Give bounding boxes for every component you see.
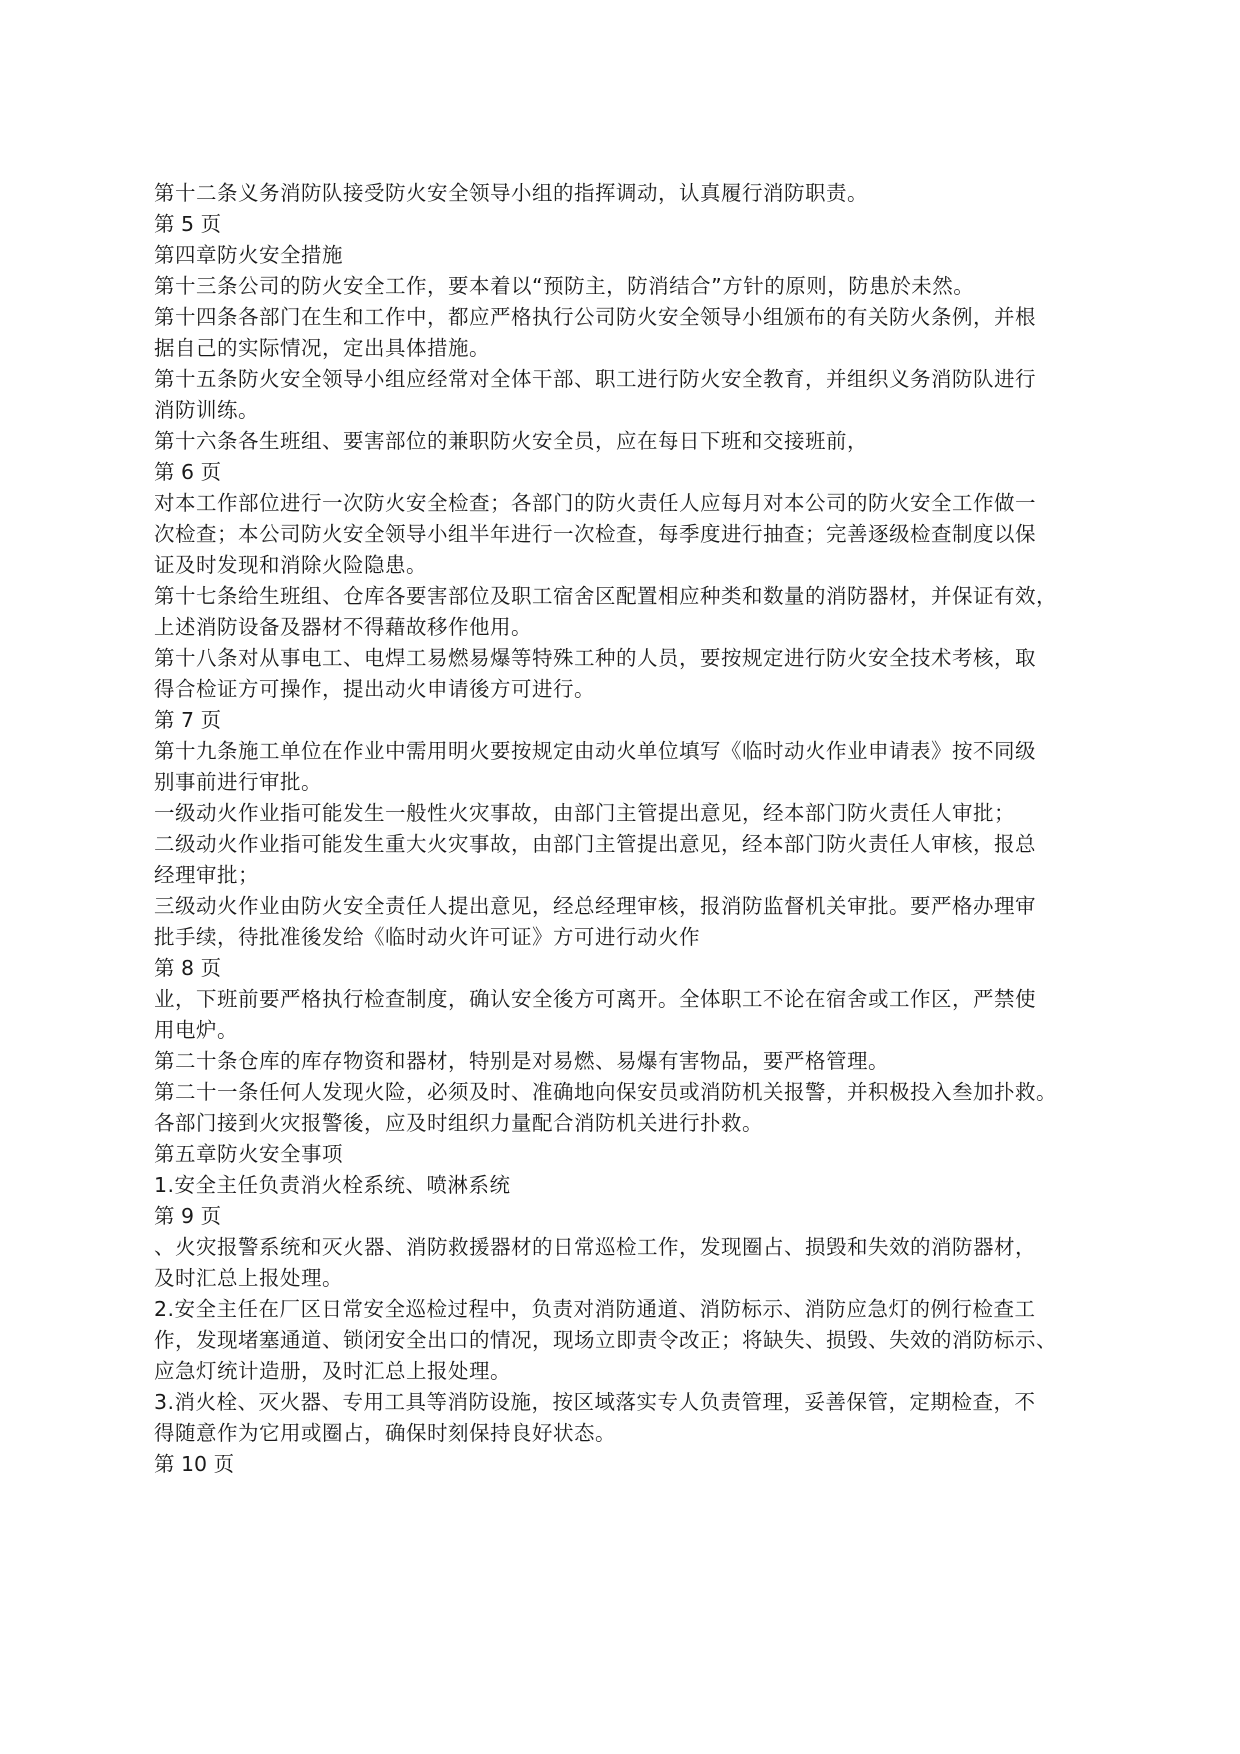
text-line: 经理审批；: [154, 863, 259, 887]
text-line: 批手续，待批准後发给《临时动火许可证》方可进行动火作: [154, 925, 700, 949]
text-line: 2.安全主任在厂区日常安全巡检过程中，负责对消防通道、消防标示、消防应急灯的例行检查工: [154, 1297, 1036, 1321]
text-line: 3.消火栓、灭火器、专用工具等消防设施，按区域落实专人负责管理，妥善保管，定期检查，不: [154, 1390, 1036, 1414]
chapter-heading: 第四章防火安全措施: [154, 243, 343, 267]
text-line: 业，下班前要严格执行检查制度，确认安全後方可离开。全体职工不论在宿舍或工作区，严禁使: [154, 987, 1036, 1011]
text-line: 第十二条义务消防队接受防火安全领导小组的指挥调动，认真履行消防职责。: [154, 181, 868, 205]
text-line: 证及时发现和消除火险隐患。: [154, 553, 427, 577]
text-line: 别事前进行审批。: [154, 770, 322, 794]
page-number: 第 9 页: [154, 1204, 222, 1228]
page-number: 第 8 页: [154, 956, 222, 980]
text-line: 1.安全主任负责消火栓系统、喷淋系统: [154, 1173, 511, 1197]
text-line: 第十四条各部门在生和工作中，都应严格执行公司防火安全领导小组颁布的有关防火条例，并根: [154, 305, 1036, 329]
document-body: [154, 178, 1094, 1480]
text-line: 次检查；本公司防火安全领导小组半年进行一次检查，每季度进行抽查；完善逐级检查制度以保: [154, 522, 1036, 546]
page-number: 第 10 页: [154, 1452, 235, 1476]
text-line: 对本工作部位进行一次防火安全检查；各部门的防火责任人应每月对本公司的防火安全工作做一: [154, 491, 1036, 515]
text-line: 第十八条对从事电工、电焊工易燃易爆等特殊工种的人员，要按规定进行防火安全技术考核，取: [154, 646, 1036, 670]
text-line: 得随意作为它用或圈占，确保时刻保持良好状态。: [154, 1421, 616, 1445]
text-line: 第十九条施工单位在作业中需用明火要按规定由动火单位填写《临时动火作业申请表》按不同级: [154, 739, 1036, 763]
text-line: 第十六条各生班组、要害部位的兼职防火安全员，应在每日下班和交接班前，: [154, 429, 868, 453]
chapter-heading: 第五章防火安全事项: [154, 1142, 343, 1166]
text-line: 二级动火作业指可能发生重大火灾事故，由部门主管提出意见，经本部门防火责任人审核，报总: [154, 832, 1036, 856]
page-number: 第 7 页: [154, 708, 222, 732]
text-line: 用电炉。: [154, 1018, 238, 1042]
text-line: 消防训练。: [154, 398, 259, 422]
text-line: 第十七条给生班组、仓库各要害部位及职工宿舍区配置相应种类和数量的消防器材，并保证有效，: [154, 584, 1057, 608]
text-line: 上述消防设备及器材不得藉故移作他用。: [154, 615, 532, 639]
text-line: 三级动火作业由防火安全责任人提出意见，经总经理审核，报消防监督机关审批。要严格办理审: [154, 894, 1036, 918]
text-line: 及时汇总上报处理。: [154, 1266, 343, 1290]
text-line: 据自己的实际情况，定出具体措施。: [154, 336, 490, 360]
text-line: 第十三条公司的防火安全工作，要本着以“预防主，防消结合”方针的原则，防患於未然。: [154, 274, 975, 298]
text-line: 、火灾报警系统和灭火器、消防救援器材的日常巡检工作，发现圈占、损毁和失效的消防器材，: [154, 1235, 1036, 1259]
page-number: 第 5 页: [154, 212, 222, 236]
text-line: 得合检证方可操作，提出动火申请後方可进行。: [154, 677, 595, 701]
text-line: 第二十一条任何人发现火险，必须及时、准确地向保安员或消防机关报警，并积极投入叁加扑救。: [154, 1080, 1057, 1104]
text-line: 第二十条仓库的库存物资和器材，特别是对易燃、易爆有害物品，要严格管理。: [154, 1049, 889, 1073]
page-number: 第 6 页: [154, 460, 222, 484]
text-line: 第十五条防火安全领导小组应经常对全体干部、职工进行防火安全教育，并组织义务消防队进行: [154, 367, 1036, 391]
text-line: 各部门接到火灾报警後，应及时组织力量配合消防机关进行扑救。: [154, 1111, 763, 1135]
text-line: 一级动火作业指可能发生一般性火灾事故，由部门主管提出意见，经本部门防火责任人审批；: [154, 801, 1015, 825]
text-line: 作，发现堵塞通道、锁闭安全出口的情况，现场立即责令改正；将缺失、损毁、失效的消防标示、: [154, 1328, 1057, 1352]
text-line: 应急灯统计造册，及时汇总上报处理。: [154, 1359, 511, 1383]
